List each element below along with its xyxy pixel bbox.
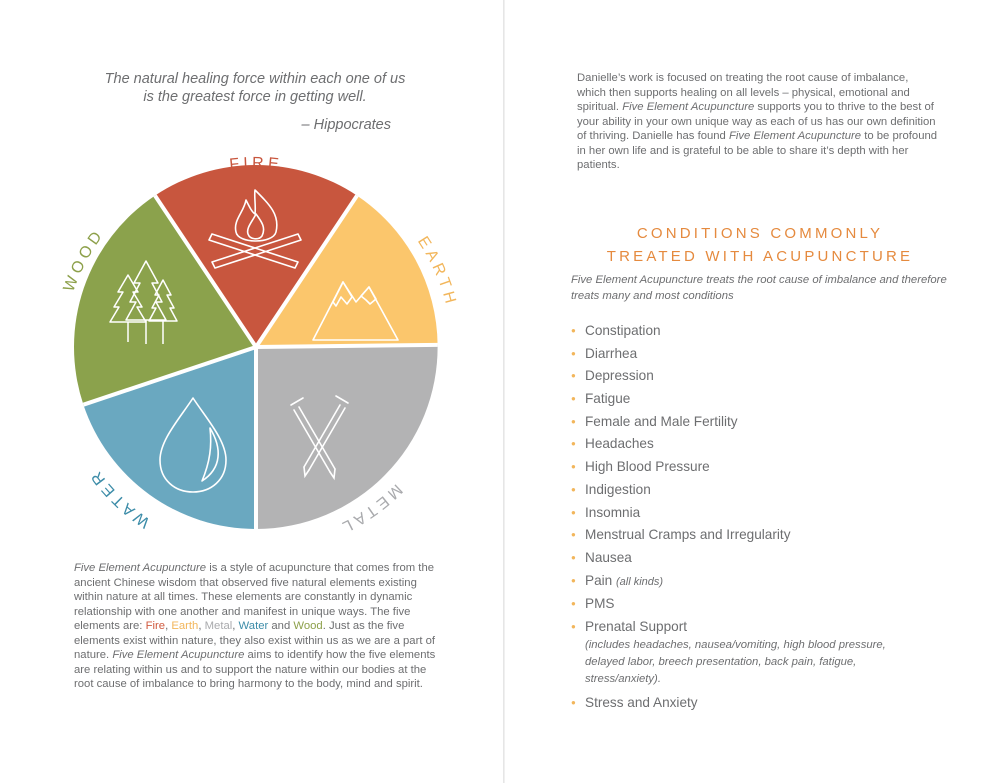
wood-word: Wood [293, 620, 323, 632]
prenatal-note: (includes headaches, nausea/vomiting, high blood pressure, delayed labor, breech presentation, back pain, fatigue, stress/anxiety). [585, 638, 886, 685]
intro-paragraph [74, 561, 436, 692]
list-item: ● Nausea [571, 549, 905, 567]
paragraph-italic-term: Five Element Acupuncture [728, 130, 862, 142]
pain-note: (all kinds) [616, 575, 664, 588]
heading-line-2: TREATED WITH ACUPUNCTURE [606, 248, 914, 265]
list-item: ● Depression [571, 367, 905, 385]
paragraph-text: to be profound in her own life and is grateful to be able to share it’s depth with her patients. [577, 130, 938, 171]
conditions-subtitle: Five Element Acupuncture treats the root cause of imbalance and therefore treats many and most conditions [571, 274, 947, 302]
list-item: ● Menstrual Cramps and Irregularity [571, 526, 905, 544]
paragraph-text: Danielle’s work is focused on treating the root cause of imbalance, which then supports healing on all levels – physical, emotional and spiritual. [577, 72, 910, 113]
water-word: Water [238, 620, 269, 632]
list-item: ● Stress and Anxiety [571, 694, 905, 712]
fire-word: Fire [145, 620, 166, 632]
list-item: ● Insomnia [571, 504, 905, 522]
water-label: WATER [86, 465, 154, 531]
list-item: ● Headaches [571, 435, 905, 453]
intro-title: Five Element Acupuncture [74, 562, 207, 574]
five-element-wheel [0, 0, 504, 560]
fire-label: FIRE [228, 154, 284, 174]
separator: and [268, 620, 294, 632]
conditions-list [571, 322, 905, 717]
metal-segment [256, 345, 438, 529]
separator: , [165, 620, 172, 632]
separator: , [198, 620, 205, 632]
separator: , [232, 620, 239, 632]
list-item: ● Fatigue [571, 390, 905, 408]
metal-word: Metal [204, 620, 233, 632]
quote-text: The natural healing force within each one of us is the greatest force in getting well. [104, 71, 406, 105]
earth-word: Earth [171, 620, 199, 632]
intro-text: . Just as the five elements exist within nature, they also exist within us as we are a part of nature. [74, 620, 436, 661]
intro-text: is a style of acupuncture that comes from the ancient Chinese wisdom that observed five natural elements existing within nature at all times. These elements are constantly in dynamic relationship with one another and manifest in unique ways. The five elements are: [74, 562, 435, 632]
paragraph-text: supports you to thrive to the best of your ability in your own unique way as each of us has our own definition of thriving. Danielle has found [577, 101, 936, 142]
list-item: ● Pain (all kinds) [571, 572, 905, 591]
right-page [505, 0, 1008, 783]
list-item: ● Indigestion [571, 481, 905, 499]
list-item: ● Constipation [571, 322, 905, 340]
list-item: ● Prenatal Support (includes headaches, nausea/vomiting, high blood pressure, delayed labor, breech presentation, back pain, fatigue, stress/anxiety). [571, 618, 905, 688]
list-item: ● High Blood Pressure [571, 458, 905, 476]
intro-italic-term: Five Element Acupuncture [112, 649, 245, 661]
paragraph-italic-term: Five Element Acupuncture [622, 101, 755, 113]
conditions-heading [575, 222, 945, 268]
metal-label: METAL [336, 480, 406, 537]
quote-attribution: – Hippocrates [301, 117, 391, 133]
practice-paragraph [577, 71, 939, 173]
list-item: ● PMS [571, 595, 905, 613]
wood-label: WOOD [60, 225, 108, 295]
heading-line-1: CONDITIONS COMMONLY [636, 225, 884, 242]
list-item: ● Female and Male Fertility [571, 413, 905, 431]
earth-label: EARTH [413, 233, 460, 310]
intro-text: aims to identify how the five elements are relating within us and to support the nature within our bodies at the root cause of imbalance to bring harmony to the body, mind and spirit. [74, 649, 436, 690]
list-item: ● Diarrhea [571, 345, 905, 363]
